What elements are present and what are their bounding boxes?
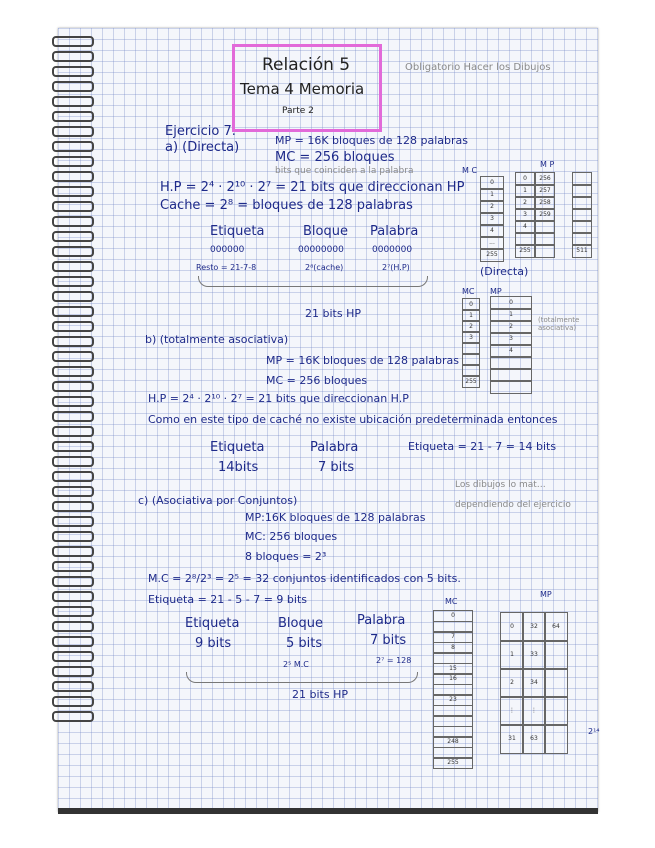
title-line-3: Parte 2 (282, 106, 314, 116)
c-brace (186, 672, 418, 683)
mp-cell: 34 (522, 668, 546, 698)
mp-cell: 4 (490, 344, 532, 358)
a-label: a) (Directa) (165, 140, 240, 155)
mp-cell: 2 (515, 196, 535, 210)
mp-cell: 63 (522, 724, 546, 754)
exercise-title: Ejercicio 7. (165, 124, 236, 139)
c-col-etiqueta: Etiqueta (185, 616, 240, 631)
c-mp: MP:16K bloques de 128 palabras (245, 511, 426, 524)
title-line-1: Relación 5 (262, 55, 351, 75)
mp-cell (490, 380, 532, 394)
spiral-ring (52, 501, 94, 512)
mp-cell (544, 724, 568, 754)
spiral-ring (52, 441, 94, 452)
mc-cell: 0 (480, 176, 504, 190)
a-hp-equation: H.P = 2⁴ · 2¹⁰ · 2⁷ = 21 bits que direccionan HP (160, 180, 465, 195)
b-val-etiqueta: 14bits (218, 460, 259, 475)
c-total: 21 bits HP (292, 688, 348, 701)
mc-cell: 255 (433, 757, 473, 769)
mc-cell: 8 (433, 642, 473, 654)
b-val-palabra: 7 bits (318, 460, 355, 475)
spiral-ring (52, 201, 94, 212)
b-hp-equation: H.P = 2⁴ · 2¹⁰ · 2⁷ = 21 bits que direccionan H.P (148, 392, 409, 405)
a-mp: MP = 16K bloques de 128 palabras (275, 134, 468, 147)
b-mc: MC = 256 bloques (266, 374, 368, 387)
c-col-palabra: Palabra (357, 613, 406, 628)
spiral-ring (52, 561, 94, 572)
mp-cell: 2 (490, 320, 532, 334)
a-bits-palabra: 0000000 (372, 245, 413, 255)
spiral-ring (52, 66, 94, 77)
spiral-ring (52, 621, 94, 632)
spiral-ring (52, 111, 94, 122)
c-val-etiqueta: 9 bits (195, 636, 232, 651)
spiral-ring (52, 486, 94, 497)
c-blocks: 8 bloques = 2³ (245, 550, 327, 563)
spiral-ring (52, 666, 94, 677)
mc-cell: 3 (462, 331, 480, 344)
a-mc-note: bits que coinciden a la palabra (275, 166, 414, 176)
spiral-ring (52, 426, 94, 437)
mp-cell: 0 (500, 612, 524, 642)
mp-cell: 255 (515, 244, 535, 258)
spiral-ring (52, 231, 94, 242)
b-etiqueta-equation: Etiqueta = 21 - 7 = 14 bits (408, 440, 557, 453)
c-mc: MC: 256 bloques (245, 530, 338, 543)
mp-cell: 0 (490, 296, 532, 310)
spiral-ring (52, 681, 94, 692)
spiral-binding (52, 36, 92, 726)
mp-cell: 511 (572, 244, 592, 258)
spiral-ring (52, 306, 94, 317)
mc-cell: 255 (480, 248, 504, 262)
mp-cell: ⋮ (522, 696, 546, 726)
spiral-ring (52, 366, 94, 377)
spiral-ring (52, 126, 94, 137)
a-sub-bloque: 2⁸(cache) (305, 263, 344, 272)
a-total: 21 bits HP (305, 307, 361, 320)
mp-cell (544, 668, 568, 698)
mp-cell: 1 (500, 640, 524, 670)
mp-cell: 64 (544, 612, 568, 642)
b-text: Como en este tipo de caché no existe ubicación predeterminada entonces (148, 413, 558, 426)
mp-cell: 0 (515, 172, 535, 186)
spiral-ring (52, 576, 94, 587)
c-mp-far: 2¹⁴ (588, 727, 600, 736)
page-bottom-edge (58, 808, 598, 814)
spiral-ring (52, 696, 94, 707)
spiral-ring (52, 396, 94, 407)
a-sub-etiqueta: Resto = 21-7-8 (196, 263, 257, 272)
spiral-ring (52, 531, 94, 542)
mp-cell: 31 (500, 724, 524, 754)
spiral-ring (52, 96, 94, 107)
mp-cell: 32 (522, 612, 546, 642)
c-sub-bloque: 2⁵ M.C (283, 660, 309, 669)
spiral-ring (52, 141, 94, 152)
title-line-2: Tema 4 Memoria (240, 80, 365, 98)
c-label: c) (Asociativa por Conjuntos) (138, 494, 298, 507)
spiral-ring (52, 336, 94, 347)
a-diagram-label: (Directa) (480, 265, 529, 278)
spiral-ring (52, 246, 94, 257)
b-col-etiqueta: Etiqueta (210, 440, 265, 455)
mp-cell: 257 (535, 184, 555, 198)
a-bits-etiqueta: 000000 (210, 245, 245, 255)
spiral-ring (52, 411, 94, 422)
mp-cell: 3 (515, 208, 535, 222)
spiral-ring (52, 381, 94, 392)
mc-cell: 4 (480, 224, 504, 238)
mp-cell: 256 (535, 172, 555, 186)
b-diagram-mp-head: MP (490, 287, 502, 296)
spiral-ring (52, 36, 94, 47)
spiral-ring (52, 351, 94, 362)
spiral-ring (52, 546, 94, 557)
c-col-bloque: Bloque (278, 616, 323, 631)
mc-cell: 2 (480, 200, 504, 214)
mc-cell: 2 (462, 320, 480, 333)
b-note-1: Los dibujos lo mat… (455, 480, 546, 490)
mc-cell: 255 (462, 375, 480, 388)
c-val-bloque: 5 bits (286, 636, 323, 651)
b-label: b) (totalmente asociativa) (145, 333, 289, 346)
mc-cell: 7 (433, 631, 473, 643)
a-col-palabra: Palabra (370, 224, 419, 239)
a-col-etiqueta: Etiqueta (210, 224, 265, 239)
spiral-ring (52, 456, 94, 467)
spiral-ring (52, 651, 94, 662)
a-cache-equation: Cache = 2⁸ = bloques de 128 palabras (160, 198, 413, 213)
c-mp-head: MP (540, 590, 552, 599)
a-brace (198, 276, 428, 287)
spiral-ring (52, 261, 94, 272)
c-mc-head: MC (445, 597, 458, 606)
mc-cell: 1 (480, 188, 504, 202)
mc-cell: 1 (462, 309, 480, 322)
spiral-ring (52, 591, 94, 602)
b-note-2: dependiendo del ejercicio (455, 500, 571, 510)
mc-cell: 23 (433, 694, 473, 706)
mc-cell: ... (480, 236, 504, 250)
mc-cell: 0 (433, 610, 473, 622)
mp-cell: ⋮ (500, 696, 524, 726)
mc-cell: 3 (480, 212, 504, 226)
spiral-ring (52, 516, 94, 527)
mp-cell (544, 696, 568, 726)
spiral-ring (52, 171, 94, 182)
mp-cell: 3 (490, 332, 532, 346)
mp-cell: 259 (535, 208, 555, 222)
c-val-palabra: 7 bits (370, 633, 407, 648)
mp-cell (544, 640, 568, 670)
b-mp: MP = 16K bloques de 128 palabras (266, 354, 459, 367)
mp-cell (535, 244, 555, 258)
mc-cell: 0 (462, 298, 480, 311)
spiral-ring (52, 156, 94, 167)
a-sub-palabra: 2⁷(H.P) (382, 263, 410, 272)
mp-cell: 258 (535, 196, 555, 210)
spiral-ring (52, 186, 94, 197)
mp-cell: 2 (500, 668, 524, 698)
c-etiqueta-equation: Etiqueta = 21 - 5 - 7 = 9 bits (148, 593, 308, 606)
c-mc-equation: M.C = 2⁸/2³ = 2⁵ = 32 conjuntos identificados con 5 bits. (148, 572, 461, 585)
spiral-ring (52, 216, 94, 227)
spiral-ring (52, 606, 94, 617)
c-sub-palabra: 2⁷ = 128 (376, 656, 412, 665)
a-mc-head: M C (462, 166, 478, 175)
spiral-ring (52, 51, 94, 62)
spiral-ring (52, 81, 94, 92)
spiral-ring (52, 471, 94, 482)
note-top: Obligatorio Hacer los Dibujos (405, 62, 551, 73)
mp-cell: 4 (515, 220, 535, 234)
b-diagram-label: (totalmente asociativa) (538, 316, 580, 332)
a-mc: MC = 256 bloques (275, 150, 395, 165)
spiral-ring (52, 276, 94, 287)
spiral-ring (52, 711, 94, 722)
spiral-ring (52, 291, 94, 302)
mp-cell: 1 (490, 308, 532, 322)
mc-cell: 15 (433, 663, 473, 675)
spiral-ring (52, 636, 94, 647)
b-diagram-mc-head: MC (462, 287, 475, 296)
mc-cell: 248 (433, 736, 473, 748)
mc-cell: 16 (433, 673, 473, 685)
mp-cell: 33 (522, 640, 546, 670)
a-col-bloque: Bloque (303, 224, 348, 239)
b-col-palabra: Palabra (310, 440, 359, 455)
a-mp-head: M P (540, 160, 555, 169)
a-bits-bloque: 00000000 (298, 245, 344, 255)
spiral-ring (52, 321, 94, 332)
mp-cell: 1 (515, 184, 535, 198)
